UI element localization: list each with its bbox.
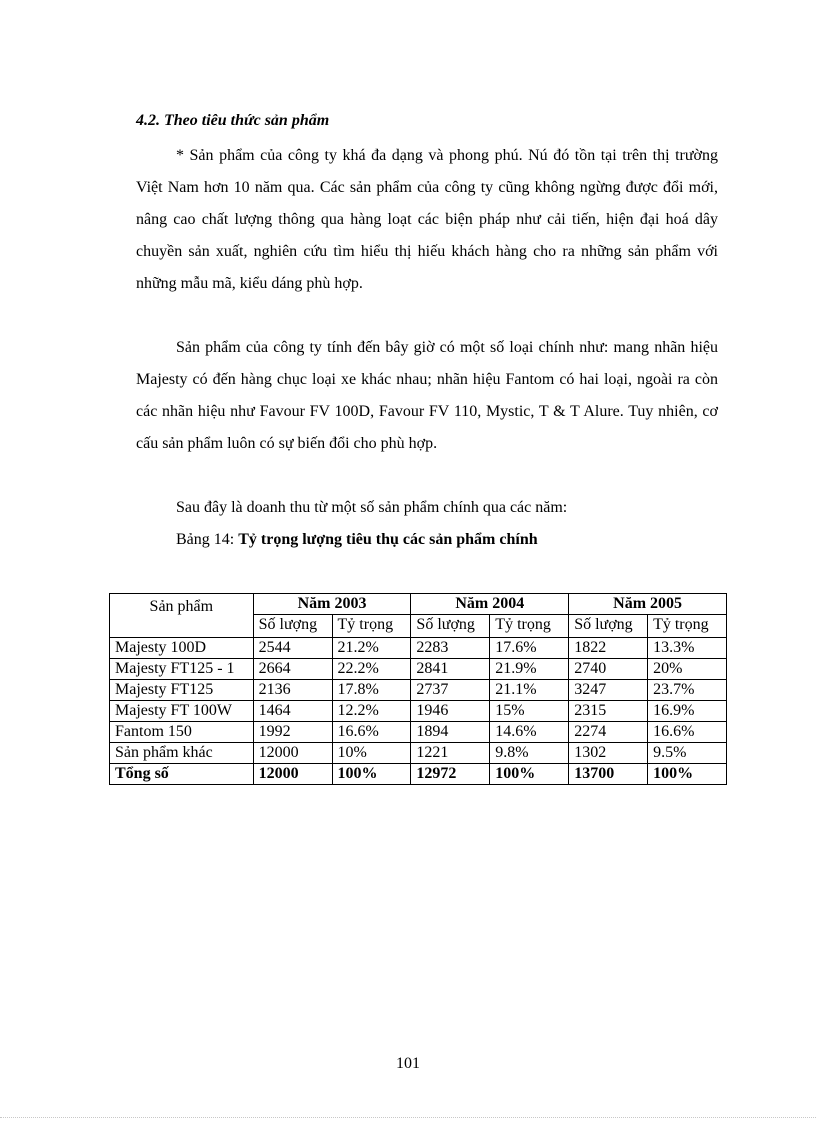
cell-product: Majesty FT125 xyxy=(110,680,254,701)
cell-share: 16.9% xyxy=(648,701,727,722)
cell-share: 14.6% xyxy=(490,722,569,743)
cell-share: 16.6% xyxy=(648,722,727,743)
cell-quantity: 1894 xyxy=(411,722,490,743)
cell-quantity: 2664 xyxy=(253,659,332,680)
cell-quantity: 12972 xyxy=(411,764,490,785)
cell-quantity: 12000 xyxy=(253,764,332,785)
header-year-2005: Năm 2005 xyxy=(569,594,727,615)
cell-quantity: 12000 xyxy=(253,743,332,764)
cell-share: 21.1% xyxy=(490,680,569,701)
cell-share: 21.9% xyxy=(490,659,569,680)
header-quantity: Số lượng xyxy=(411,615,490,638)
cell-quantity: 2841 xyxy=(411,659,490,680)
cell-quantity: 1302 xyxy=(569,743,648,764)
cell-share: 20% xyxy=(648,659,727,680)
header-quantity: Số lượng xyxy=(253,615,332,638)
cell-quantity: 1992 xyxy=(253,722,332,743)
header-quantity: Số lượng xyxy=(569,615,648,638)
cell-share: 16.6% xyxy=(332,722,411,743)
cell-product: Tổng số xyxy=(110,764,254,785)
cell-share: 23.7% xyxy=(648,680,727,701)
cell-share: 12.2% xyxy=(332,701,411,722)
cell-share: 9.8% xyxy=(490,743,569,764)
cell-quantity: 1221 xyxy=(411,743,490,764)
cell-quantity: 2740 xyxy=(569,659,648,680)
cell-quantity: 1822 xyxy=(569,638,648,659)
cell-quantity: 2544 xyxy=(253,638,332,659)
header-share: Tỷ trọng xyxy=(648,615,727,638)
cell-share: 10% xyxy=(332,743,411,764)
section-heading: 4.2. Theo tiêu thức sản phẩm xyxy=(136,112,330,129)
cell-product: Majesty FT125 - 1 xyxy=(110,659,254,680)
cell-share: 100% xyxy=(332,764,411,785)
table-row xyxy=(110,701,727,722)
cell-share: 9.5% xyxy=(648,743,727,764)
cell-quantity: 3247 xyxy=(569,680,648,701)
cell-product: Majesty FT 100W xyxy=(110,701,254,722)
header-product: Sản phẩm xyxy=(110,594,254,638)
cell-quantity: 13700 xyxy=(569,764,648,785)
cell-quantity: 2315 xyxy=(569,701,648,722)
table-caption-title: Tỷ trọng lượng tiêu thụ các sản phẩm chính xyxy=(238,531,538,548)
cell-quantity: 1464 xyxy=(253,701,332,722)
table-total-row xyxy=(110,764,727,785)
cell-quantity: 1946 xyxy=(411,701,490,722)
cell-quantity: 2274 xyxy=(569,722,648,743)
table-row xyxy=(110,722,727,743)
sales-share-table xyxy=(109,593,727,785)
paragraph-products-overview: * Sản phẩm của công ty khá đa dạng và phong phú. Nú đó tồn tại trên thị trường Việt Nam hơn 10 năm qua. Các sản phẩm của công ty cũng không ngừng được đổi mới, nâng cao chất lượng thông qua hàng loạt các biện pháp như cải tiến, hiện đại hoá dây chuyền sản xuất, nghiên cứu tìm hiểu thị hiếu khách hàng cho ra những sản phẩm với những mẫu mã, kiểu dáng phù hợp. xyxy=(136,147,718,292)
cell-share: 100% xyxy=(648,764,727,785)
cell-quantity: 2283 xyxy=(411,638,490,659)
paragraph-revenue-intro: Sau đây là doanh thu từ một số sản phẩm chính qua các năm: xyxy=(176,499,568,516)
cell-quantity: 2136 xyxy=(253,680,332,701)
table-header-row-years xyxy=(110,594,727,615)
table-row xyxy=(110,680,727,701)
table-row xyxy=(110,659,727,680)
header-share: Tỷ trọng xyxy=(490,615,569,638)
header-share: Tỷ trọng xyxy=(332,615,411,638)
table-row xyxy=(110,638,727,659)
table-caption xyxy=(136,524,718,556)
cell-share: 15% xyxy=(490,701,569,722)
page-number: 101 xyxy=(396,1055,420,1072)
cell-share: 100% xyxy=(490,764,569,785)
page-edge-divider xyxy=(0,1117,816,1118)
cell-share: 17.6% xyxy=(490,638,569,659)
header-year-2004: Năm 2004 xyxy=(411,594,569,615)
table-caption-prefix: Bảng 14: xyxy=(176,531,239,548)
header-year-2003: Năm 2003 xyxy=(253,594,411,615)
cell-quantity: 2737 xyxy=(411,680,490,701)
cell-share: 13.3% xyxy=(648,638,727,659)
cell-share: 21.2% xyxy=(332,638,411,659)
cell-product: Majesty 100D xyxy=(110,638,254,659)
table-body xyxy=(110,638,727,785)
paragraph-product-brands: Sản phẩm của công ty tính đến bây giờ có một số loại chính như: mang nhãn hiệu Majesty có đến hàng chục loại xe khác nhau; nhãn hiệu Fantom có hai loại, ngoài ra còn các nhãn hiệu như Favour FV 100D, Favour FV 110, Mystic, T & T Alure. Tuy nhiên, cơ cấu sản phẩm luôn có sự biến đổi cho phù hợp. xyxy=(136,339,718,452)
cell-share: 22.2% xyxy=(332,659,411,680)
table-row xyxy=(110,743,727,764)
cell-share: 17.8% xyxy=(332,680,411,701)
cell-product: Fantom 150 xyxy=(110,722,254,743)
cell-product: Sản phẩm khác xyxy=(110,743,254,764)
